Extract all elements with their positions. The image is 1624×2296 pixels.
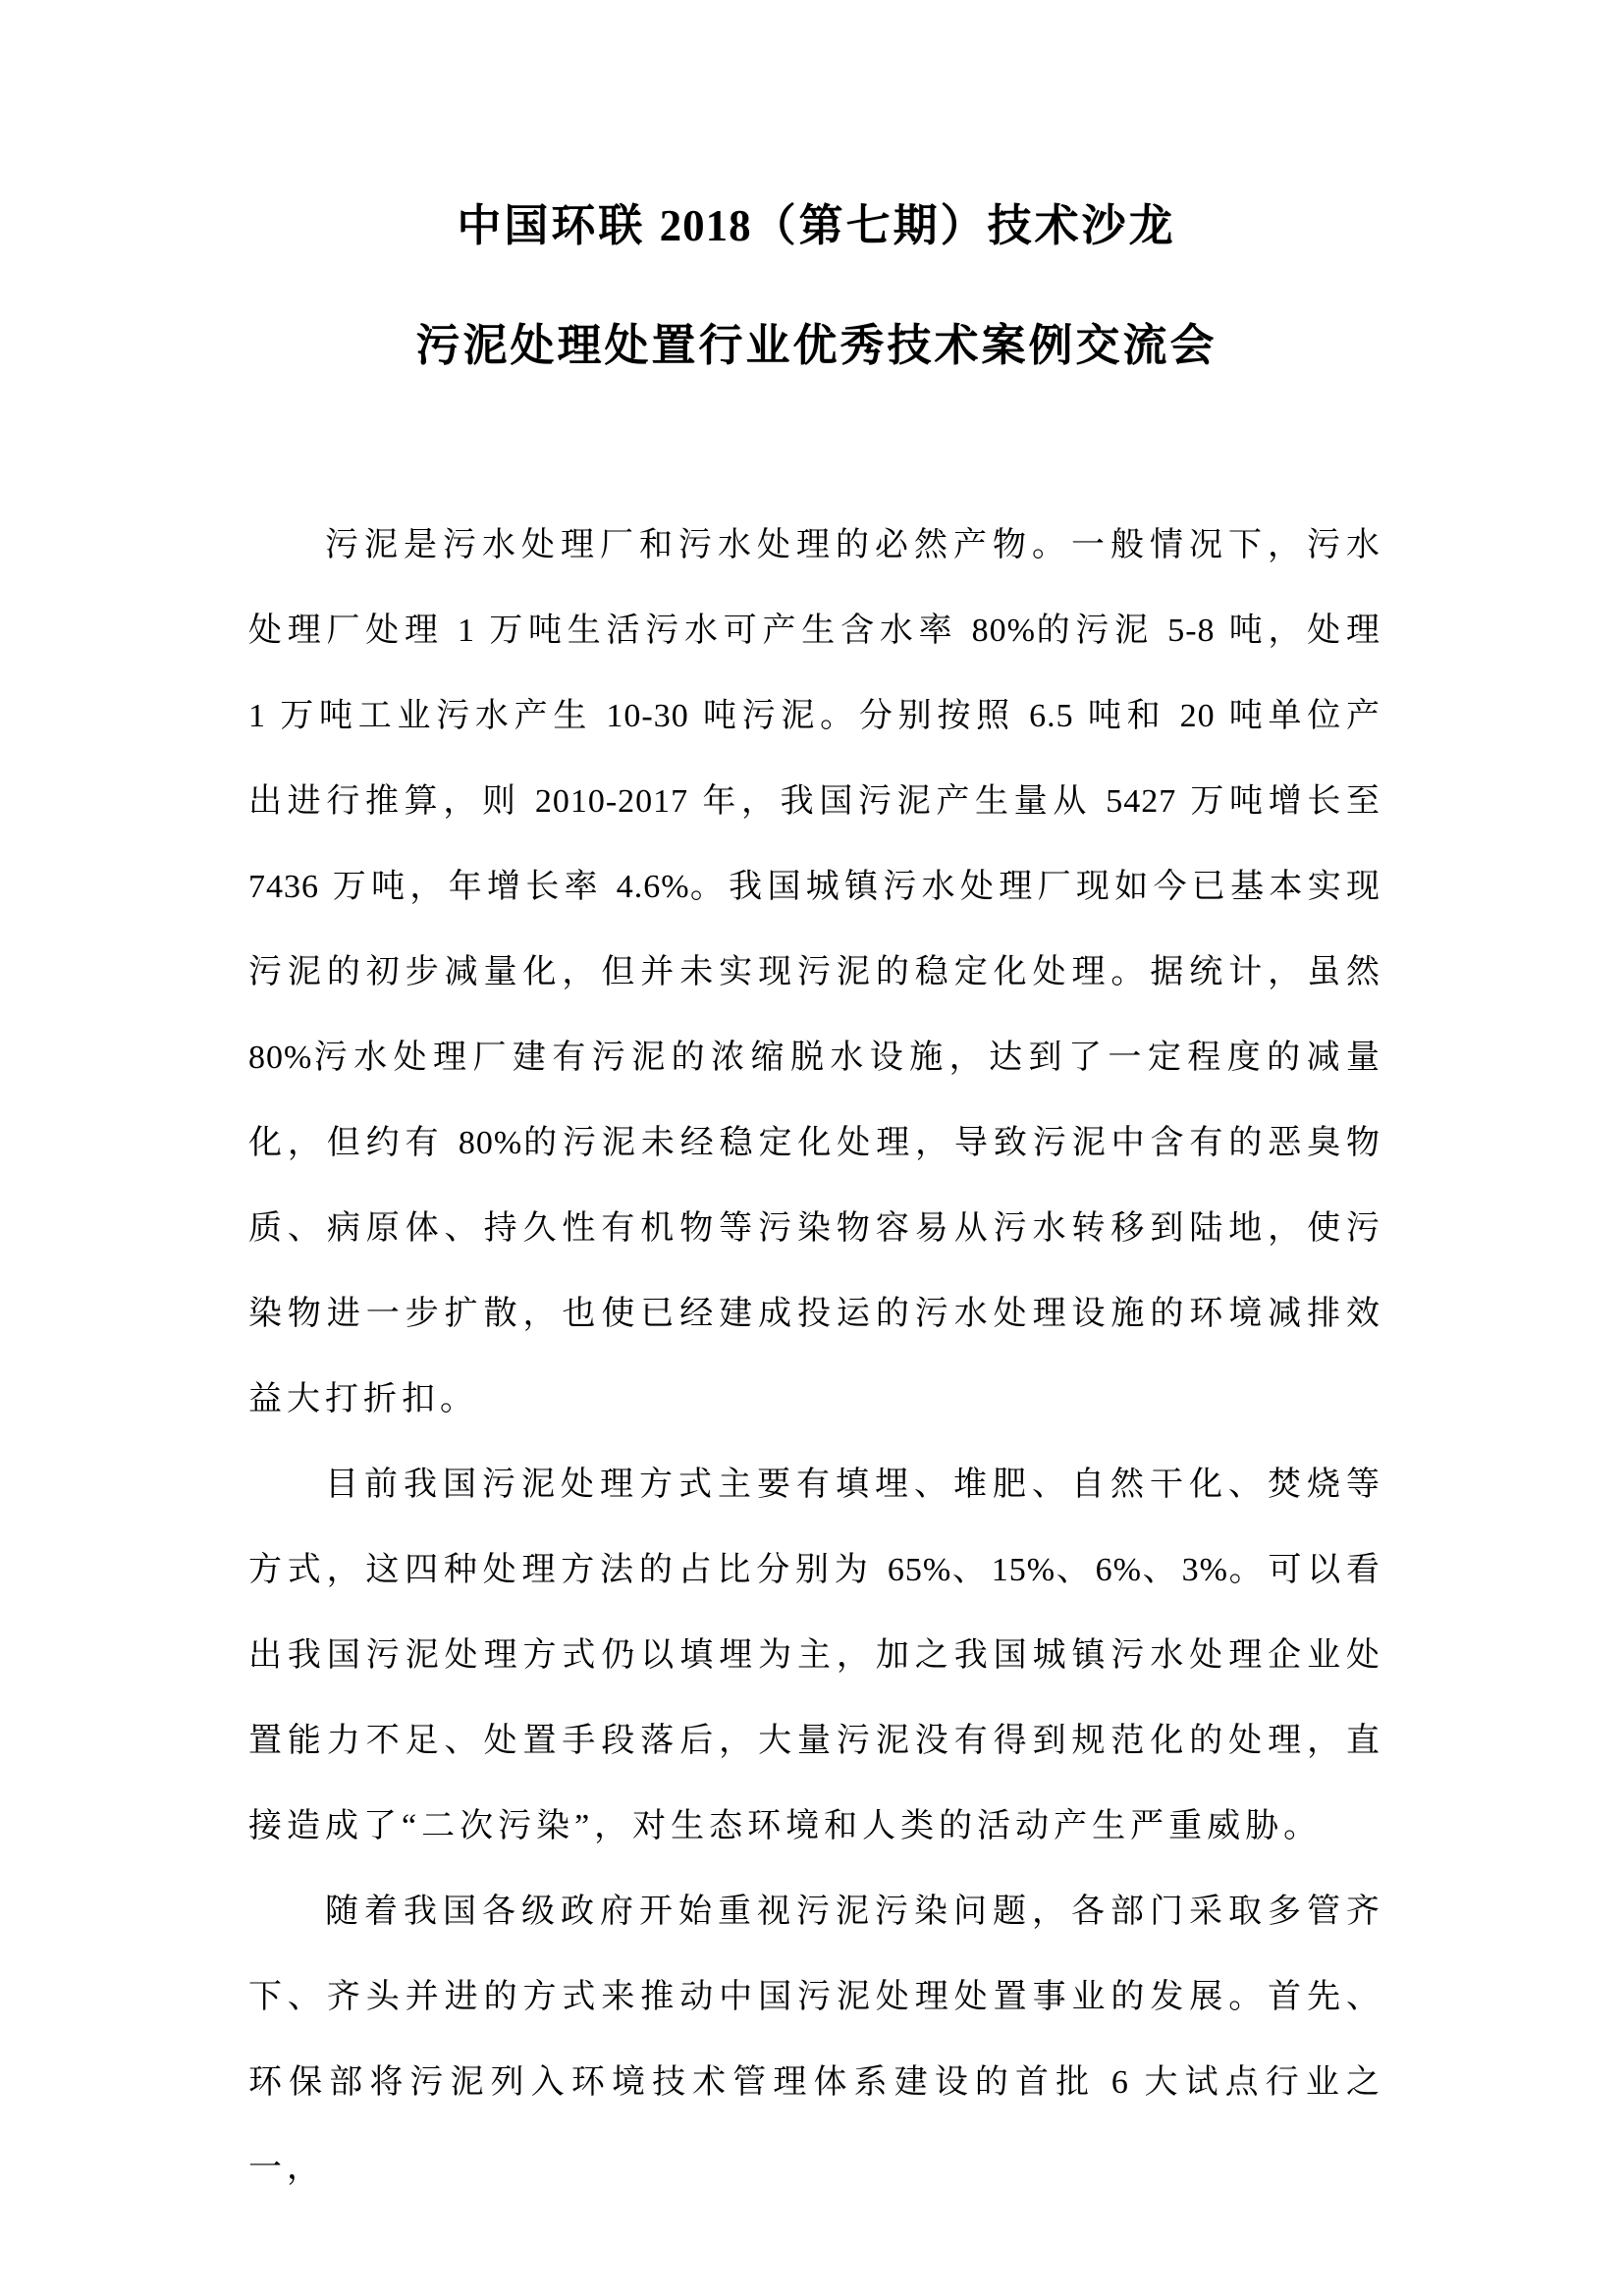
paragraph-treatment-methods: 目前我国污泥处理方式主要有填埋、堆肥、自然干化、焚烧等方式，这四种处理方法的占比分别为 65%、15%、6%、3%。可以看出我国污泥处理方式仍以填埋为主，加之我国城镇污水处理企业处置能力不足、处置手段落后，大量污泥没有得到规范化的处理，直接造成了“二次污染”，对生态环境和人类的活动产生严重威胁。 bbox=[248, 1467, 1385, 1844]
document-body bbox=[248, 503, 1384, 2211]
paragraph-sludge-production: 污泥是污水处理厂和污水处理的必然产物。一般情况下，污水处理厂处理 1 万吨生活污水可产生含水率 80%的污泥 5-8 吨，处理 1 万吨工业污水产生 10-30 吨污泥。分别按照 6.5 吨和 20 吨单位产出进行推算，则 2010-2017 年，我国污泥产生量从 5427 万吨增长至 7436 万吨，年增长率 4.6%。我国城镇污水处理厂现如今已基本实现污泥的初步减量化，但并未实现污泥的稳定化处理。据统计，虽然 80%污水处理厂建有污泥的浓缩脱水设施，达到了一定程度的减量化，但约有 80%的污泥未经稳定化处理，导致污泥中含有的恶臭物质、病原体、持久性有机物等污染物容易从污水转移到陆地，使污染物进一步扩散，也使已经建成投运的污水处理设施的环境减排效益大打折扣。 bbox=[248, 527, 1385, 1417]
document-title-line-2: 污泥处理处置行业优秀技术案例交流会 bbox=[415, 321, 1218, 370]
document-title-line-1: 中国环联 2018（第七期）技术沙龙 bbox=[457, 201, 1176, 250]
paragraph-government-actions: 随着我国各级政府开始重视污泥污染问题，各部门采取多管齐下、齐头并进的方式来推动中国污泥处理处置事业的发展。首先、环保部将污泥列入环境技术管理体系建设的首批 6 大试点行业之一， bbox=[248, 1894, 1385, 2186]
